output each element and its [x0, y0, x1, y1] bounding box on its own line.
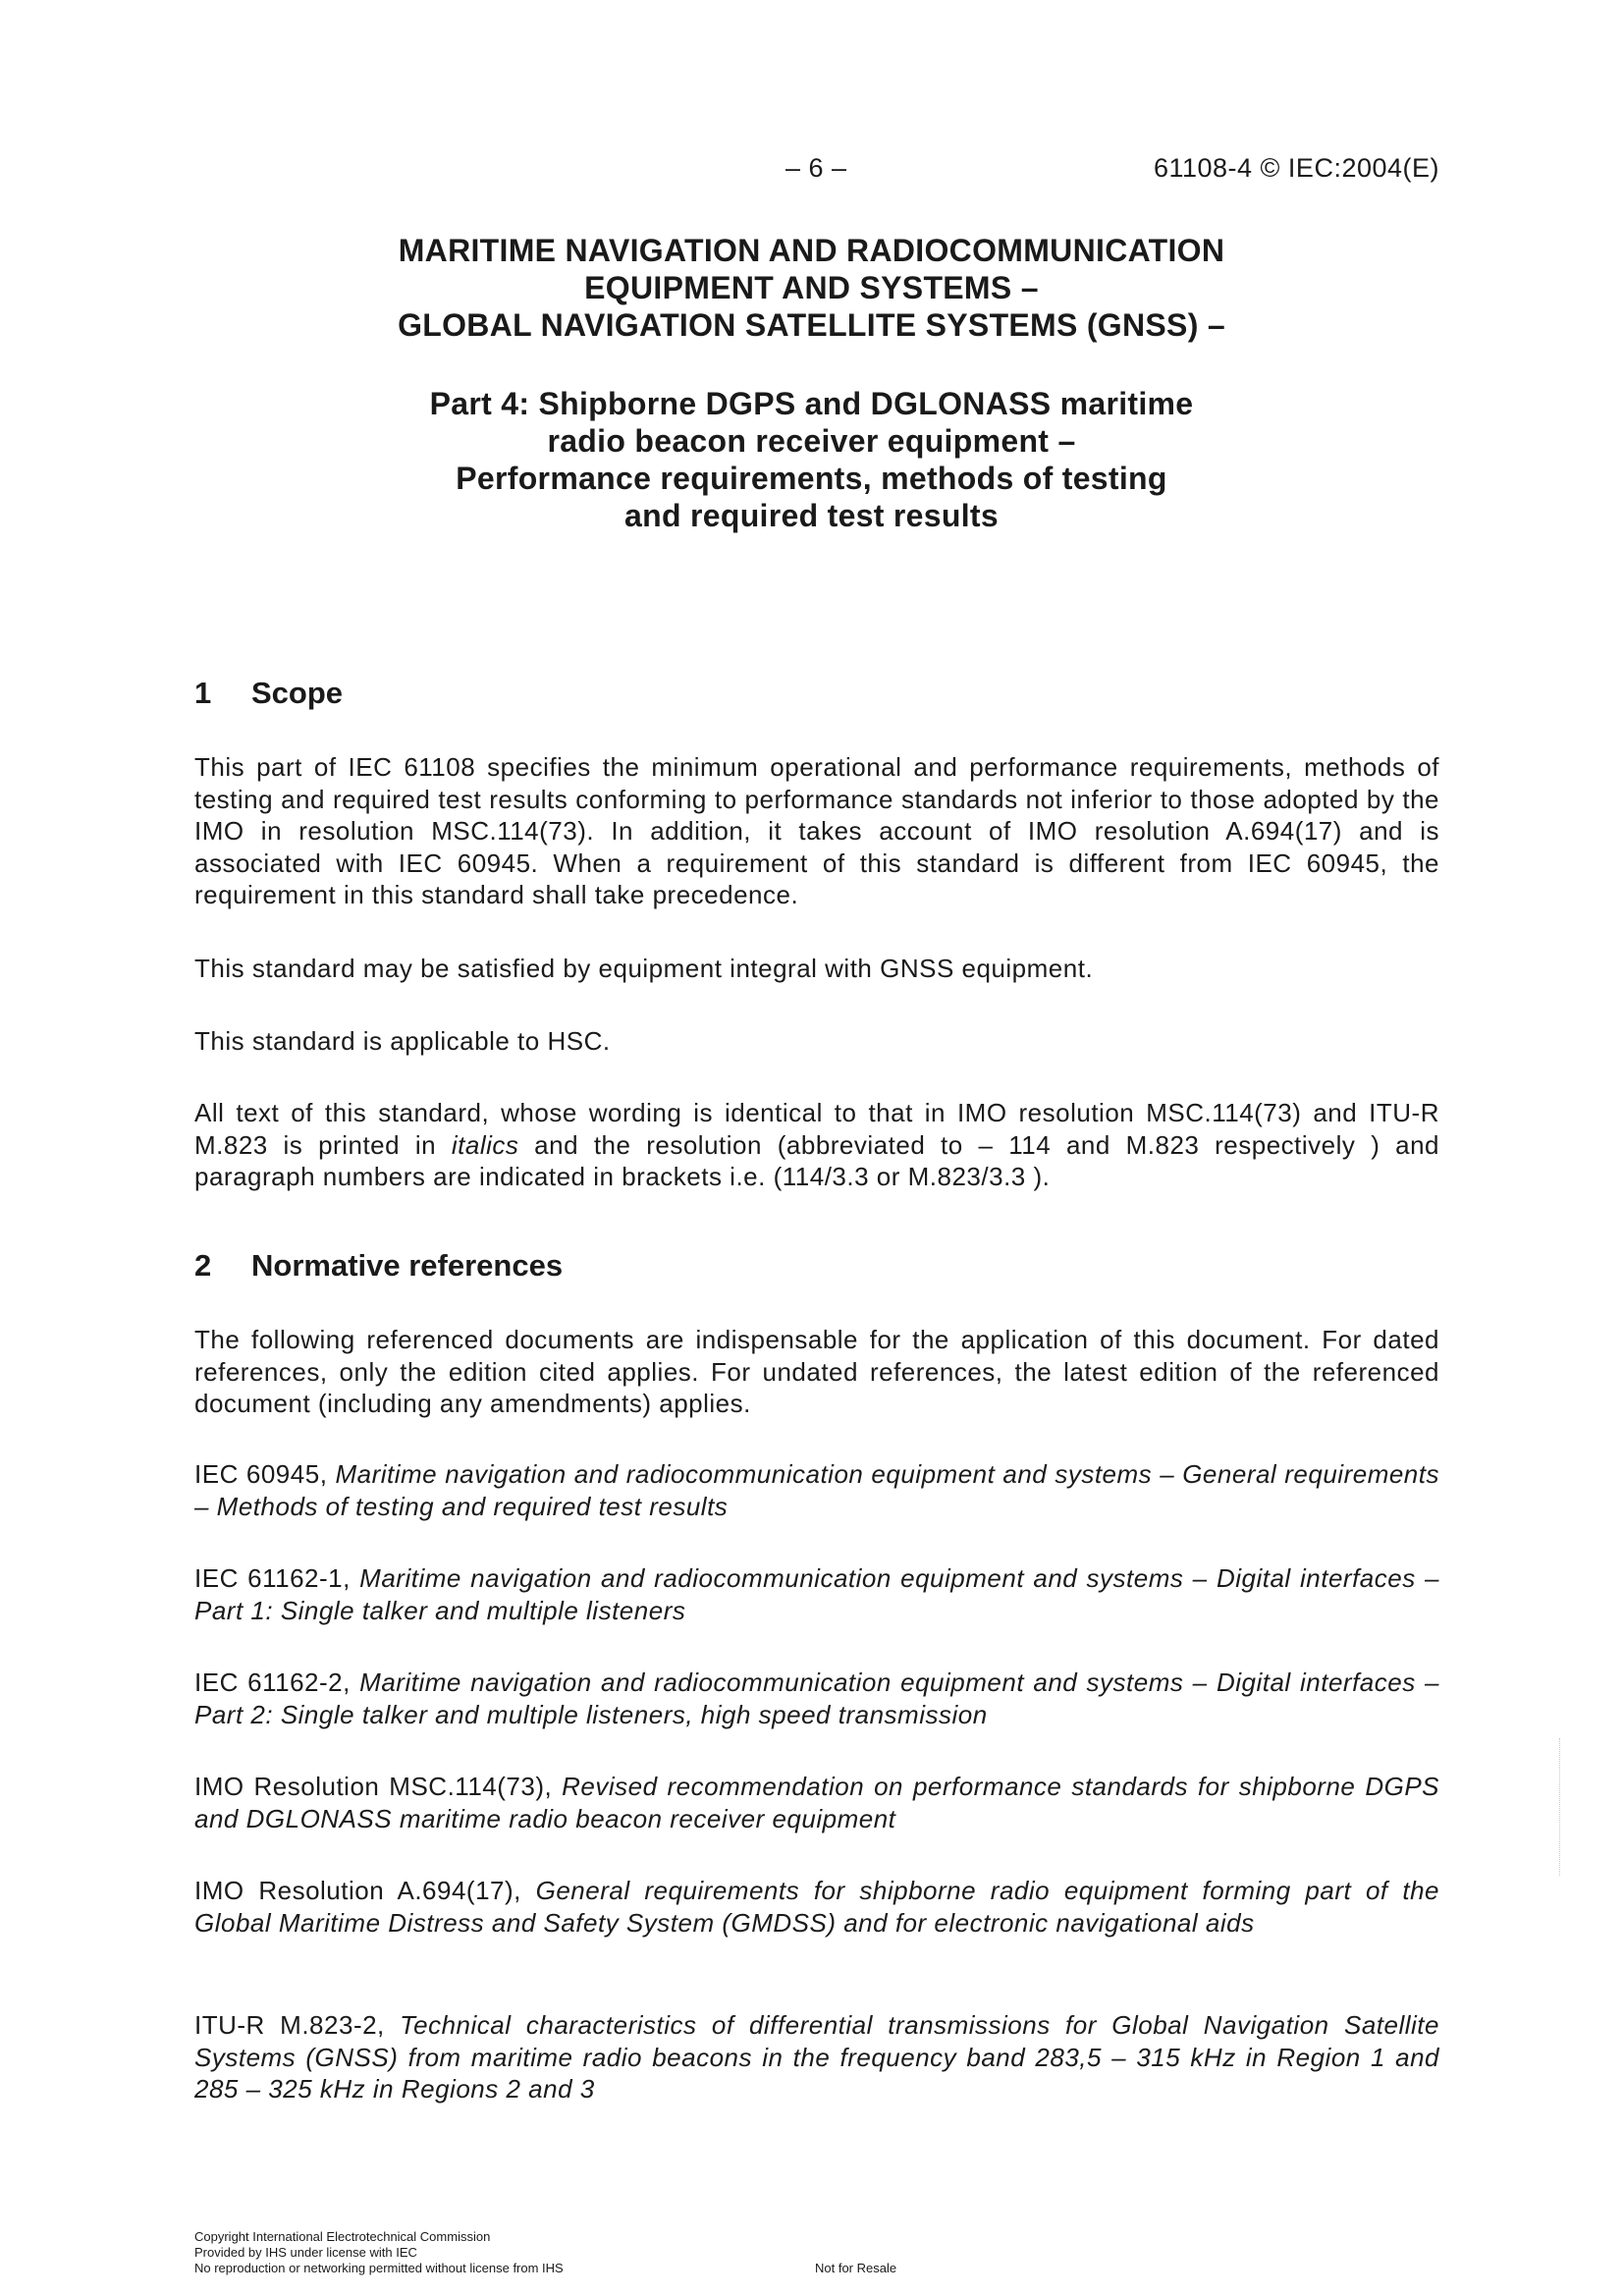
- scope-paragraph-3: This standard is applicable to HSC.: [194, 1026, 611, 1056]
- reference-code: ITU-R M.823-2,: [194, 2010, 401, 2040]
- text-run: All text of this standard, whose wording is identical to that in IMO resolution MSC.114(73) and ITU-R M.823 is printed in: [194, 1098, 1439, 1160]
- reference-code: IEC 61162-1,: [194, 1563, 360, 1593]
- footer-line: No reproduction or networking permitted without license from IHS: [194, 2261, 564, 2275]
- reference-title: General requirements for shipborne radio equipment forming part of the Global Maritime Distress and Safety System (GMDSS) and for electronic navigational aids: [194, 1876, 1439, 1938]
- section-1-heading: [194, 676, 343, 711]
- document-title: [196, 232, 1427, 344]
- footer-line: Provided by IHS under license with IEC: [194, 2245, 417, 2260]
- reference-entry: [194, 2009, 1439, 2105]
- reference-title: Maritime navigation and radiocommunication equipment and systems – Digital interfaces – Part 2: Single talker and multiple listeners, high speed transmission: [194, 1667, 1439, 1729]
- italic-text-run: italics: [451, 1129, 519, 1160]
- text-run: and the resolution (abbreviated to – 114 and M.823 respectively ) and paragraph numbers are indicated in brackets i.e. (114/3.3 or M.823/3.3 ).: [194, 1129, 1440, 1191]
- reference-entry: [194, 1771, 1439, 1834]
- not-for-resale-label: Not for Resale: [815, 2261, 897, 2275]
- margin-mark: [1559, 1738, 1564, 1876]
- reference-title: Technical characteristics of differential transmissions for Global Navigation Satellite Systems (GNSS) from maritime radio beacons in the frequency band 283,5 – 315 kHz in Region 1 and 285 – 325 kHz in Regions 2 and 3: [194, 2010, 1439, 2104]
- reference-entry: [194, 1667, 1439, 1730]
- reference-entry: [194, 1458, 1439, 1522]
- title-line: GLOBAL NAVIGATION SATELLITE SYSTEMS (GNSS) –: [398, 307, 1225, 343]
- scope-paragraph-4: [194, 1097, 1439, 1193]
- section-title: Scope: [251, 676, 344, 710]
- reference-entry: [194, 1562, 1439, 1626]
- section-number: 2: [194, 1248, 212, 1283]
- references-intro: The following referenced documents are indispensable for the application of this document. For dated references, only the edition cited applies. For undated references, the latest edition of the referenced document (including any amendments) applies.: [194, 1325, 1439, 1418]
- scope-paragraph-1: This part of IEC 61108 specifies the minimum operational and performance requirements, methods of testing and required test results conforming to performance standards not inferior to those adopted by the IMO in resolution MSC.114(73). In addition, it takes account of IMO resolution A.694(17) and is associated with IEC 60945. When a requirement of this standard is different from IEC 60945, the requirement in this standard shall take precedence.: [194, 752, 1439, 909]
- section-2-heading: [194, 1248, 563, 1284]
- reference-code: IEC 61162-2,: [194, 1667, 360, 1697]
- reference-code: IMO Resolution A.694(17),: [194, 1876, 536, 1905]
- copyright-footer: [194, 2229, 564, 2276]
- reference-code: IMO Resolution MSC.114(73),: [194, 1772, 563, 1801]
- subtitle-line: and required test results: [624, 498, 999, 533]
- reference-entry: [194, 1875, 1439, 1939]
- section-number: 1: [194, 676, 212, 710]
- subtitle-line: Performance requirements, methods of testing: [456, 461, 1167, 496]
- reference-title: Maritime navigation and radiocommunication equipment and systems – General requirements – Methods of testing and required test results: [194, 1459, 1439, 1521]
- subtitle-line: radio beacon receiver equipment –: [547, 423, 1076, 459]
- section-title: Normative references: [251, 1248, 564, 1283]
- footer-line: Copyright International Electrotechnical Commission: [194, 2229, 491, 2244]
- reference-title: Revised recommendation on performance standards for shipborne DGPS and DGLONASS maritime radio beacon receiver equipment: [194, 1772, 1439, 1833]
- title-line: MARITIME NAVIGATION AND RADIOCOMMUNICATION: [398, 233, 1225, 268]
- document-id: 61108-4 © IEC:2004(E): [1153, 153, 1439, 183]
- scope-paragraph-2: This standard may be satisfied by equipment integral with GNSS equipment.: [194, 954, 1094, 983]
- reference-title: Maritime navigation and radiocommunication equipment and systems – Digital interfaces – Part 1: Single talker and multiple listeners: [194, 1563, 1439, 1625]
- subtitle-line: Part 4: Shipborne DGPS and DGLONASS maritime: [429, 386, 1194, 421]
- title-line: EQUIPMENT AND SYSTEMS –: [584, 270, 1039, 305]
- page-number: – 6 –: [785, 153, 847, 183]
- document-subtitle: [196, 385, 1427, 534]
- reference-code: IEC 60945,: [194, 1459, 336, 1489]
